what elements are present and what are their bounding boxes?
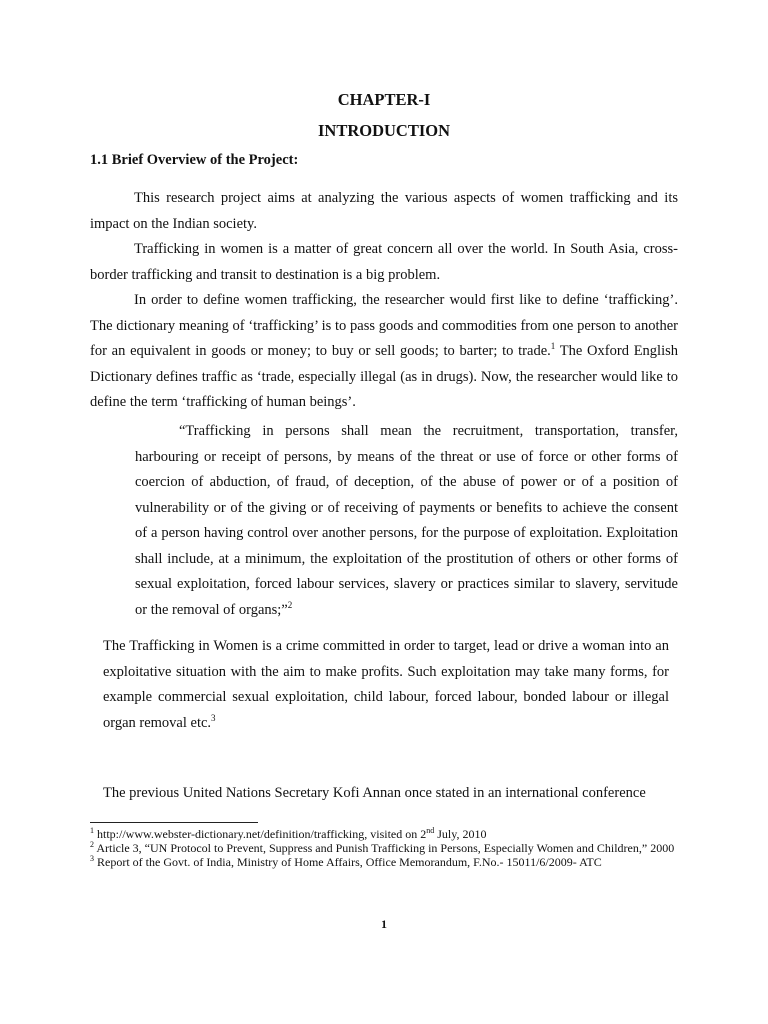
paragraph-5: The previous United Nations Secretary Kofi Annan once stated in an international conference: [103, 785, 646, 801]
footnote-text-tail: July, 2010: [434, 827, 487, 841]
paragraph-1: This research project aims at analyzing the various aspects of women trafficking and its impact on the Indian society.: [90, 190, 678, 232]
paragraph-3-text: In order to define women trafficking, the researcher would first like to define ‘trafficking’. The dictionary meaning of ‘trafficking’ is to pass goods and commodities from one person to another for an equivalent in goods or money; to buy or sell goods; to barter; to trade.: [90, 292, 678, 359]
footnote-superscript: nd: [426, 826, 435, 835]
paragraph-4: [103, 634, 669, 736]
footnote-number: 2: [90, 840, 94, 849]
footnote-1: [90, 827, 690, 841]
footnote-number: 3: [90, 854, 94, 863]
paragraph-3-tail: The Oxford English Dictionary defines traffic as ‘trade, especially illegal (as in drugs). Now, the researcher would like to define the term ‘trafficking of human beings’.: [90, 343, 679, 410]
footnote-number: 1: [90, 826, 94, 835]
definition-quote: [135, 419, 678, 623]
footnote-ref-1: 1: [550, 341, 556, 352]
paragraph-3: [90, 288, 678, 416]
footnote-ref-3: 3: [211, 712, 216, 723]
footnote-text: http://www.webster-dictionary.net/definition/trafficking, visited on 2: [97, 827, 427, 841]
footnote-ref-2: 2: [287, 599, 293, 610]
footnote-text: Report of the Govt. of India, Ministry of Home Affairs, Office Memorandum, F.No.- 15011/6/2009- ATC: [97, 855, 602, 869]
footnote-text: Article 3, “UN Protocol to Prevent, Suppress and Punish Trafficking in Persons, Especially Women and Children,” 2000: [96, 841, 675, 855]
paragraph-2: Trafficking in women is a matter of great concern all over the world. In South Asia, cross-border trafficking and transit to destination is a big problem.: [90, 241, 678, 283]
chapter-title: INTRODUCTION: [317, 121, 451, 140]
footnote-2: [90, 841, 690, 855]
paragraph-4-text: The Trafficking in Women is a crime committed in order to target, lead or drive a woman into an exploitative situation with the aim to make profits. Such exploitation may take many forms, for example commercial sexual exploitation, child labour, forced labour, bonded labour or illegal organ removal etc.: [103, 638, 669, 731]
chapter-label: CHAPTER-I: [337, 90, 431, 109]
page-number: 1: [381, 917, 387, 931]
footnotes: [90, 827, 690, 869]
quote-text: “Trafficking in persons shall mean the recruitment, transportation, transfer, harbouring or receipt of persons, by means of the threat or use of force or other forms of coercion of abduction, of fraud, of deception, of the abuse of power or of a position of vulnerability or of the giving or of receiving of payments or benefits to achieve the consent of a person having control over another persons, for the purpose of exploitation. Exploitation shall include, at a minimum, the exploitation of the prostitution of others or other forms of sexual exploitation, forced labour services, slavery or practices similar to slavery, servitude or the removal of organs;”: [135, 423, 678, 618]
section-heading: 1.1 Brief Overview of the Project:: [90, 152, 299, 168]
footnote-3: [90, 855, 690, 869]
footnote-divider: [90, 822, 258, 823]
